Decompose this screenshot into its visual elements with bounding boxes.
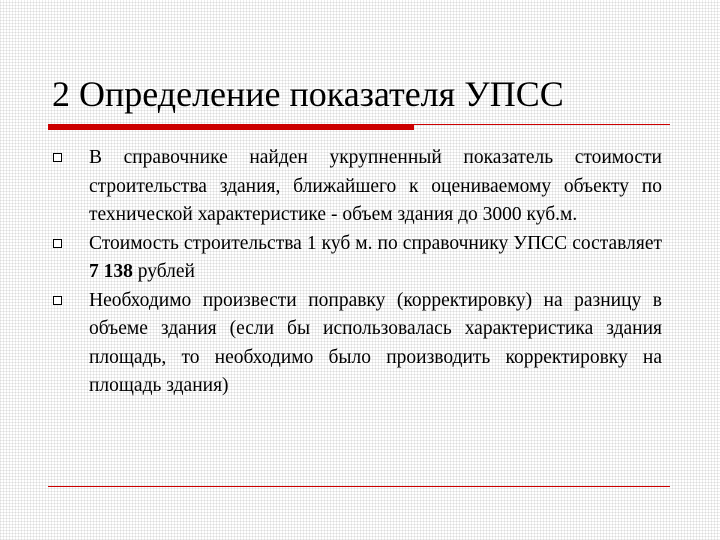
bullet-text — [89, 233, 662, 283]
hollow-square-bullet-icon — [53, 239, 62, 248]
bullet-item-1 — [52, 144, 662, 230]
bullet-text-tail: рублей — [132, 261, 195, 282]
slide-title: 2 Определение показателя УПСС — [52, 74, 564, 114]
bullet-item-3 — [52, 287, 662, 401]
hollow-square-bullet-icon — [53, 296, 62, 305]
bullet-text: В справочнике найден укрупненный показатель стоимости строительства здания, ближайшего к оцениваемому объекту по технической характеристике - объем здания до 3000 куб.м. — [89, 147, 662, 225]
hollow-square-bullet-icon — [53, 153, 62, 162]
bullet-list — [52, 144, 662, 401]
title-accent-bar — [48, 124, 414, 130]
bullet-text: Необходимо произвести поправку (корректировку) на разницу в объеме здания (если бы использовалась характеристика здания площадь, то необходимо было производить корректировку на площадь здания) — [89, 289, 662, 396]
bullet-item-2 — [52, 230, 662, 287]
cost-value: 7 138 — [89, 261, 133, 282]
footer-rule — [48, 486, 670, 487]
bullet-text-lead: Стоимость строительства 1 куб м. по справочнику УПСС составляет — [89, 232, 662, 254]
